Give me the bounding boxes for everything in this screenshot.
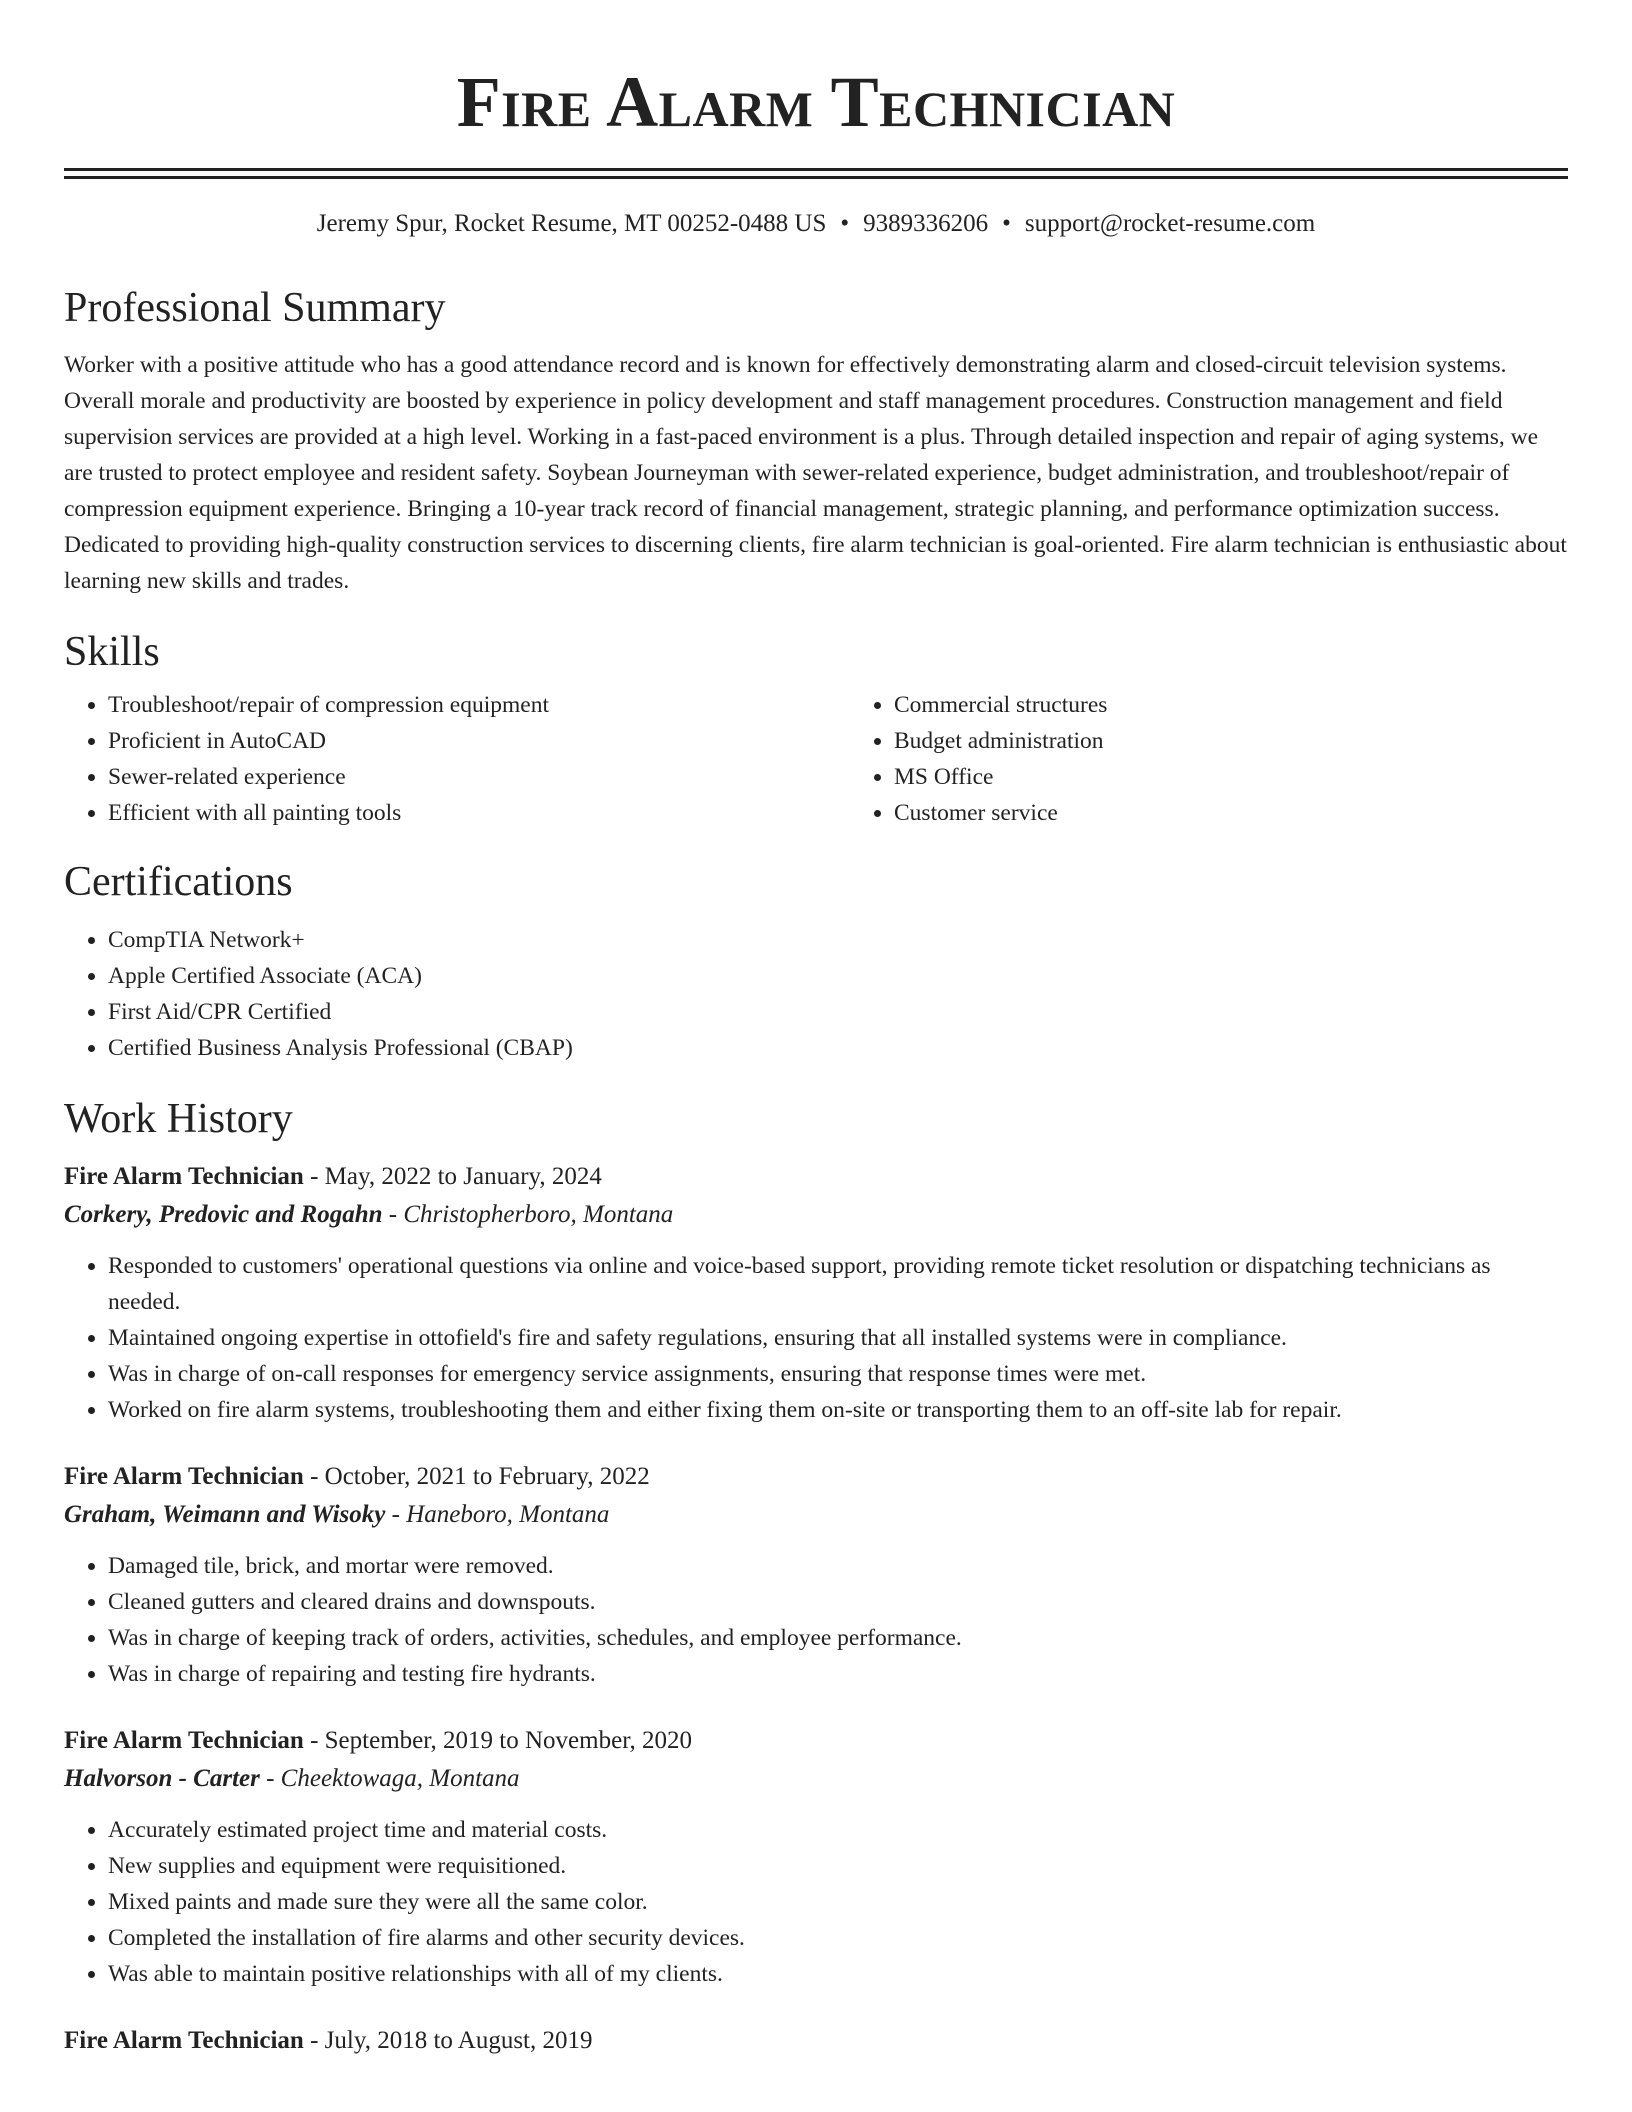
resume-page [64,0,1568,2060]
job-duty: • Was in charge of on-call responses for emergency service assignments, ensuring that response times were met. [108,1356,1568,1392]
job-company: Graham, Weimann and Wisoky [64,1500,386,1528]
certifications-list [64,922,1568,1066]
skills-heading: Skills [64,629,160,676]
contact-line [64,209,1568,239]
job-duties-list [64,1248,1568,1428]
job-duty: • Cleaned gutters and cleared drains and downspouts. [108,1584,1568,1620]
job-company: Halvorson - Carter [64,1764,260,1792]
job-duty: • Mixed paints and made sure they were all the same color. [108,1884,1568,1920]
job-dates: - October, 2021 to February, 2022 [303,1462,650,1490]
job-location: - Haneboro, Montana [385,1500,610,1528]
job-entry [64,1158,1568,1428]
job-title: Fire Alarm Technician [64,1462,304,1490]
skills-columns [64,675,1568,831]
skill-item: • Budget administration [894,723,1568,759]
job-duty: • Worked on fire alarm systems, troubleshooting them and either fixing them on-site or transporting them to an off-site lab for repair. [108,1392,1568,1428]
job-duty: • New supplies and equipment were requisitioned. [108,1848,1568,1884]
certification-item: • Certified Business Analysis Professional (CBAP) [108,1030,1568,1066]
work-history-heading: Work History [64,1095,293,1142]
separator-dot: • [1002,210,1011,237]
job-location: - Cheektowaga, Montana [259,1764,520,1792]
job-dates: - July, 2018 to August, 2019 [303,2026,593,2054]
separator-dot: • [840,210,850,237]
certification-item: • CompTIA Network+ [108,922,1568,958]
contact-email: support@rocket-resume.com [1024,210,1316,237]
job-entry [64,1722,1568,1992]
job-title: Fire Alarm Technician [64,2026,304,2054]
skill-item: • Customer service [894,795,1568,831]
job-duties-list [64,1548,1568,1692]
skills-list-left [64,687,850,831]
job-title: Fire Alarm Technician [64,1162,304,1190]
job-title-line [64,1722,1568,1760]
certification-item: • Apple Certified Associate (ACA) [108,958,1568,994]
skill-item: • MS Office [894,759,1568,795]
job-dates: - May, 2022 to January, 2024 [303,1162,602,1190]
job-duty: • Completed the installation of fire alarms and other security devices. [108,1920,1568,1956]
job-duty: • Was able to maintain positive relationships with all of my clients. [108,1956,1568,1992]
job-company-line [64,1196,1568,1234]
job-duty: • Responded to customers' operational questions via online and voice-based support, providing remote ticket resolution or dispatching technicians as needed. [108,1248,1568,1320]
job-location: - Christopherboro, Montana [382,1200,674,1228]
job-duty: • Was in charge of keeping track of orders, activities, schedules, and employee performance. [108,1620,1568,1656]
job-duty: • Was in charge of repairing and testing fire hydrants. [108,1656,1568,1692]
job-duties-list [64,1812,1568,1992]
contact-phone: 9389336206 [863,210,989,237]
skill-item: • Troubleshoot/repair of compression equipment [108,687,850,723]
skill-item: • Efficient with all painting tools [108,795,850,831]
job-title-line [64,2022,1568,2060]
certification-item: • First Aid/CPR Certified [108,994,1568,1030]
summary-text: Worker with a positive attitude who has a good attendance record and is known for effectively demonstrating alarm and closed-circuit television systems. Overall morale and productivity are boosted by experience in policy development and staff management procedures. Construction management and field supervision services are provided at a high level. Working in a fast-paced environment is a plus. Through detailed inspection and repair of aging systems, we are trusted to protect employee and resident safety. Soybean Journeyman with sewer-related experience, budget administration, and troubleshoot/repair of compression equipment experience. Bringing a 10-year track record of financial management, strategic planning, and performance optimization success. Dedicated to providing high-quality construction services to discerning clients, fire alarm technician is goal-oriented. Fire alarm technician is enthusiastic about learning new skills and trades. [64,352,1567,595]
job-duty: • Damaged tile, brick, and mortar were removed. [108,1548,1568,1584]
skills-list-right [850,687,1568,831]
job-company-line [64,1760,1568,1798]
job-entry [64,2022,1568,2060]
job-title-line [64,1458,1568,1496]
job-duty: • Accurately estimated project time and material costs. [108,1812,1568,1848]
summary-heading: Professional Summary [64,285,446,331]
title-divider [64,168,1568,179]
job-company-line [64,1496,1568,1534]
skill-item: • Proficient in AutoCAD [108,723,850,759]
certifications-heading: Certifications [64,859,293,906]
page-title: Fire Alarm Technician [456,62,1176,142]
job-dates: - September, 2019 to November, 2020 [303,1726,693,1754]
job-title-line [64,1158,1568,1196]
job-entry [64,1458,1568,1692]
skill-item: • Commercial structures [894,687,1568,723]
job-company: Corkery, Predovic and Rogahn [64,1200,383,1228]
job-duty: • Maintained ongoing expertise in ottofield's fire and safety regulations, ensuring that all installed systems were in compliance. [108,1320,1568,1356]
contact-address: Jeremy Spur, Rocket Resume, MT 00252-0488 US [316,210,827,237]
skill-item: • Sewer-related experience [108,759,850,795]
job-title: Fire Alarm Technician [64,1726,304,1754]
